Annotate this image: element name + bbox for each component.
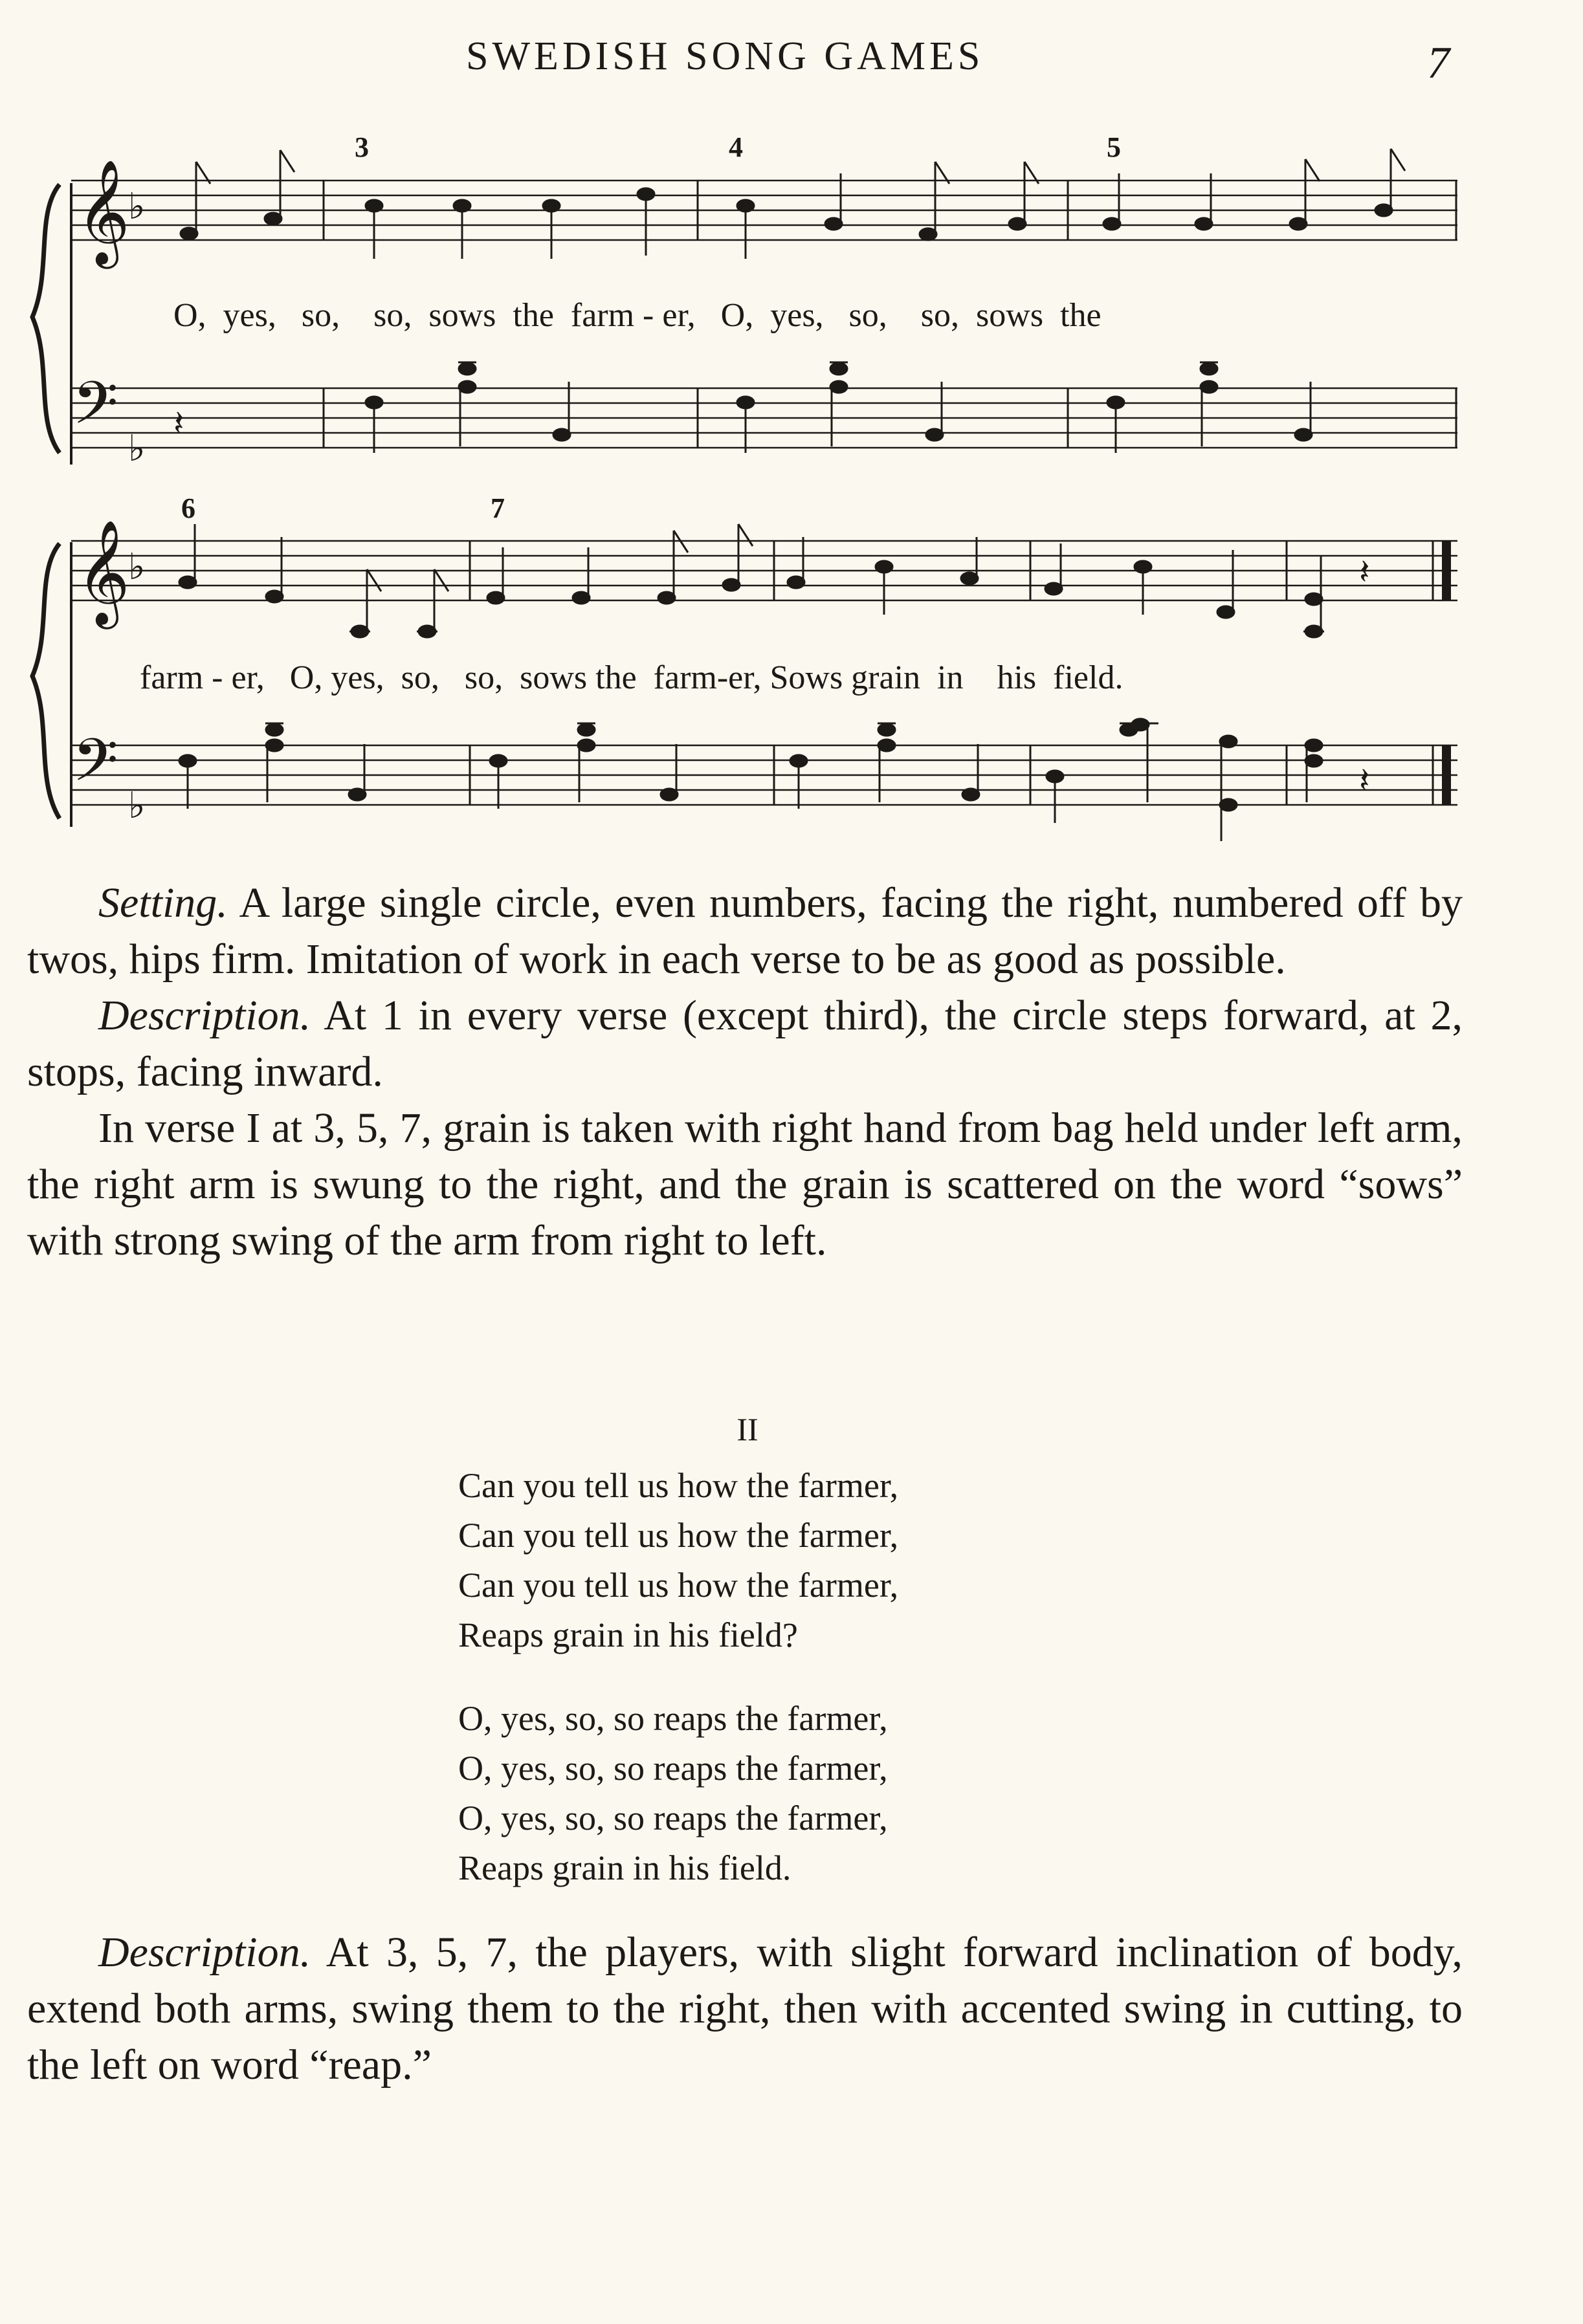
treble-notes-1: [181, 149, 1405, 259]
stanza-line: Reaps grain in his field?: [458, 1616, 798, 1654]
instructions-block-2: [27, 1924, 1463, 2093]
lyrics-line-1: O, yes, so, so, sows the farm - er, O, yes, so, so, sows the: [173, 297, 1101, 334]
bass-notes-1: [366, 362, 1312, 453]
brace-1: [32, 184, 60, 453]
bass-clef-2: 𝄢: [72, 729, 118, 807]
flat-sign: ♭: [128, 429, 146, 469]
flat-sign: ♭: [128, 187, 146, 227]
bass-staff-2: [71, 745, 1457, 805]
setting-paragraph: [27, 875, 1463, 987]
instructions-block-1: [27, 875, 1463, 1269]
description-paragraph: [27, 987, 1463, 1100]
rest-mark: 𝄽: [173, 404, 184, 443]
treble-clef-2: 𝄞: [76, 523, 130, 623]
rest-mark: 𝄽: [1359, 553, 1370, 591]
stanza-line: Can you tell us how the farmer,: [458, 1466, 899, 1505]
bass-clef-1: 𝄢: [72, 371, 118, 450]
measure-number: 7: [491, 492, 505, 524]
final-barline-thick: [1442, 745, 1451, 805]
description-paragraph: [27, 1924, 1463, 2093]
lyrics-line-2: farm - er, O, yes, so, so, sows the farm-er, Sows grain in his field.: [140, 659, 1124, 696]
stanza-line: O, yes, so, so reaps the farmer,: [458, 1699, 888, 1738]
measure-number: 4: [729, 131, 743, 163]
brace-2: [32, 543, 60, 818]
final-barline-thick: [1442, 541, 1451, 600]
flat-sign: ♭: [128, 547, 146, 587]
bass-notes-2: [179, 719, 1322, 841]
treble-clef-1: 𝄞: [76, 162, 130, 263]
measure-number: 6: [181, 492, 195, 524]
description-label: Description.: [98, 1929, 311, 1976]
flat-sign: ♭: [128, 786, 146, 826]
description-label: Description.: [98, 992, 311, 1039]
rest-mark: 𝄽: [1359, 761, 1370, 800]
measure-number: 5: [1107, 131, 1121, 163]
verse-number: II: [736, 1411, 758, 1447]
stanza-line: O, yes, so, so reaps the farmer,: [458, 1799, 888, 1837]
running-title: SWEDISH SONG GAMES: [466, 34, 984, 78]
verse-one-paragraph: In verse I at 3, 5, 7, grain is taken with right hand from bag held under left arm, the right arm is swung to the right, and the grain is scattered on the word “sows” with strong swing of the arm from right to left.: [27, 1104, 1463, 1264]
stanza-1: [458, 1461, 898, 1660]
stanza-line: Can you tell us how the farmer,: [458, 1516, 899, 1555]
setting-text: A large single circle, even numbers, facing the right, numbered off by twos, hips firm. Imitation of work in each verse to be as good as possible.: [27, 879, 1463, 983]
stanza-2: [458, 1694, 888, 1893]
stanza-line: Can you tell us how the farmer,: [458, 1566, 899, 1605]
description-text: At 3, 5, 7, the players, with slight forward inclination of body, extend both arms, swing them to the right, then with accented swing in cutting, to the left on word “reap.”: [27, 1929, 1463, 2088]
setting-label: Setting.: [98, 879, 228, 926]
treble-staff-1: [71, 181, 1457, 240]
stanza-line: O, yes, so, so reaps the farmer,: [458, 1749, 888, 1788]
stanza-line: Reaps grain in his field.: [458, 1848, 792, 1887]
music-score: [0, 0, 1583, 854]
description-text: At 1 in every verse (except third), the circle steps forward, at 2, stops, facing inward.: [27, 992, 1463, 1095]
page-number: 7: [1427, 38, 1450, 88]
measure-number: 3: [355, 131, 369, 163]
bass-staff-1: [71, 388, 1457, 448]
